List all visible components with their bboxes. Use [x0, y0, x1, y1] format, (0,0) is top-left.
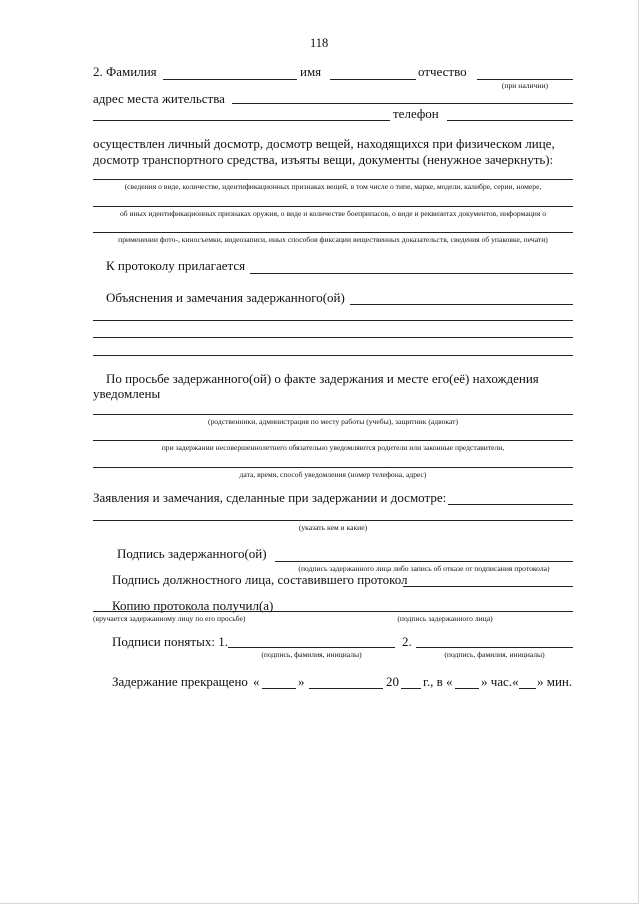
detainee-signature-field[interactable] [275, 561, 573, 562]
statements-caption: (указать кем и какие) [298, 523, 368, 532]
termination-year-prefix: 20 [386, 674, 399, 689]
inspection-field-2[interactable] [93, 206, 573, 207]
notification-caption-3: дата, время, способ уведомления (номер телефона, адрес) [239, 470, 427, 479]
witness-2-number: 2. [402, 634, 412, 649]
termination-year-suffix: г., в « [423, 674, 453, 689]
address-field-line2[interactable] [93, 120, 390, 121]
termination-quote-open: « [253, 674, 260, 689]
explanations-field-3[interactable] [93, 337, 573, 338]
termination-label: Задержание прекращено [112, 674, 248, 689]
statements-field-1[interactable] [448, 504, 573, 505]
inspection-caption-3: применении фото-, киносъемки, видеозаписи, иных способов фиксации вещественных доказательств, сведения об упаковке, печати) [118, 235, 548, 244]
notification-text-line2: уведомлены [93, 386, 161, 401]
detainee-signature-caption: (подпись задержанного лица либо запись об отказе от подписания протокола) [298, 564, 550, 573]
witnesses-label: Подписи понятых: 1. [112, 634, 228, 649]
address-field[interactable] [232, 103, 573, 104]
name-field[interactable] [330, 79, 416, 80]
phone-label: телефон [393, 106, 439, 121]
explanations-label: Объяснения и замечания задержанного(ой) [106, 290, 345, 305]
termination-month-field[interactable] [309, 688, 383, 689]
attached-field[interactable] [250, 273, 573, 274]
termination-day-field[interactable] [262, 688, 296, 689]
witness-1-caption: (подпись, фамилия, инициалы) [261, 650, 362, 659]
notification-field-2[interactable] [93, 440, 573, 441]
termination-hour-field[interactable] [455, 688, 479, 689]
copy-caption-left: (вручается задержанному лицу по его просьбе) [93, 614, 246, 623]
copy-received-field[interactable] [93, 611, 573, 612]
inspection-field-3[interactable] [93, 232, 573, 233]
patronymic-caption: (при наличии) [501, 81, 549, 90]
address-label: адрес места жительства [93, 91, 225, 106]
termination-quote-close: » [298, 674, 305, 689]
termination-hour-suffix: » час.« [481, 674, 519, 689]
explanations-field-1[interactable] [350, 304, 573, 305]
patronymic-field[interactable] [477, 79, 573, 80]
notification-text-line1: По просьбе задержанного(ой) о факте задержания и месте его(её) нахождения [106, 371, 539, 386]
notification-caption-2: при задержании несовершеннолетнего обязательно уведомляются родители или законные представители, [161, 443, 505, 452]
notification-caption-1: (родственники, администрация по месту работы (учебы), защитник (адвокат) [207, 417, 459, 426]
copy-received-label: Копию протокола получил(а) [112, 598, 274, 613]
inspection-caption-1: (сведения о виде, количестве, идентификационных признаках вещей, в том числе о типе, марке, модели, калибре, серии, номере, [124, 182, 542, 191]
explanations-field-2[interactable] [93, 320, 573, 321]
witness-2-field[interactable] [416, 647, 573, 648]
copy-caption-right: (подпись задержанного лица) [397, 614, 493, 623]
phone-field[interactable] [447, 120, 573, 121]
name-label: имя [300, 64, 322, 79]
termination-minute-field[interactable] [519, 688, 536, 689]
notification-field-3[interactable] [93, 467, 573, 468]
patronymic-label: отчество [418, 64, 467, 79]
inspection-caption-2: об иных идентификационных признаках оружия, о виде и количестве боеприпасов, о виде и реквизитах документов, информация о [119, 209, 547, 218]
witness-1-field[interactable] [228, 647, 395, 648]
inspection-text-line2: досмотр транспортного средства, изъяты вещи, документы (ненужное зачеркнуть): [93, 152, 554, 167]
page-number: 118 [310, 36, 329, 50]
official-signature-label: Подпись должностного лица, составившего протокол [112, 572, 408, 587]
surname-field[interactable] [163, 79, 297, 80]
inspection-text-line1: осуществлен личный досмотр, досмотр вещей, находящихся при физическом лице, [93, 136, 555, 151]
witness-2-caption: (подпись, фамилия, инициалы) [444, 650, 545, 659]
notification-field-1[interactable] [93, 414, 573, 415]
explanations-field-4[interactable] [93, 355, 573, 356]
termination-minute-suffix: » мин. [537, 674, 573, 689]
termination-year-field[interactable] [401, 688, 421, 689]
statements-label: Заявления и замечания, сделанные при задержании и досмотре: [93, 490, 447, 505]
statements-field-2[interactable] [93, 520, 573, 521]
surname-label: 2. Фамилия [93, 64, 157, 79]
inspection-field-1[interactable] [93, 179, 573, 180]
official-signature-field[interactable] [403, 586, 573, 587]
attached-label: К протоколу прилагается [106, 258, 246, 273]
detainee-signature-label: Подпись задержанного(ой) [117, 546, 267, 561]
